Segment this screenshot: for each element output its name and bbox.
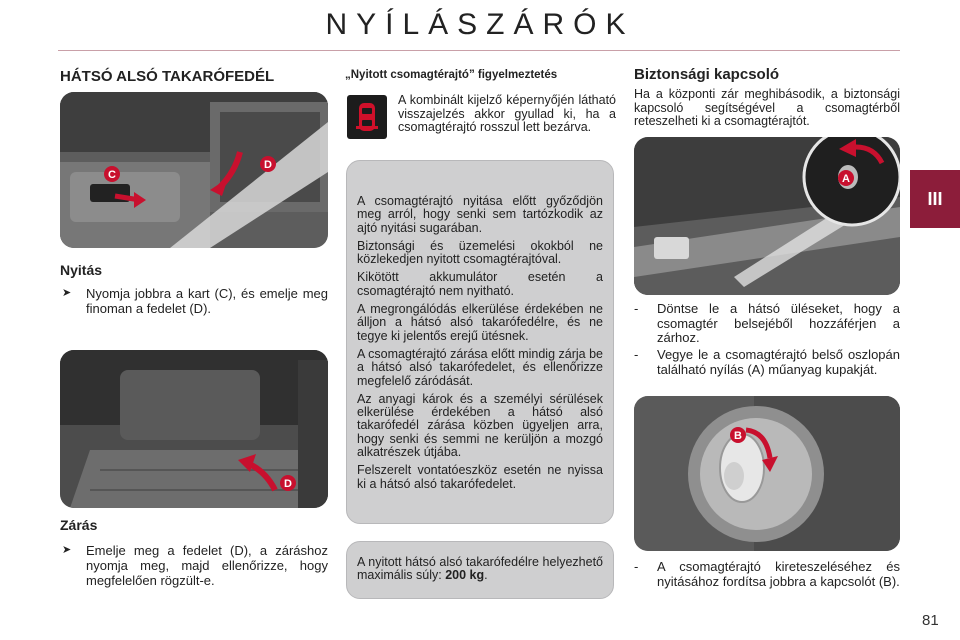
photo-opening xyxy=(60,92,328,248)
dash-mark: - xyxy=(634,347,639,362)
label-c: C xyxy=(108,169,116,181)
opening-instruction xyxy=(62,286,328,318)
alert-text: A kombinált kijelző képernyőjén látható visszajelzés akkor gyullad ki, ha a csomagtérajtó rosszul lett bezárva. xyxy=(398,93,616,134)
load-info-label: A nyitott hátsó alsó takarófedélre helyezhető maximális súly: xyxy=(357,555,603,583)
safety-switch-intro: Ha a központi zár meghibásodik, a biztonsági kapcsoló segítségével a csomagtérből reteszelheti ki a csomagtérajtót. xyxy=(634,87,900,128)
section-heading-safety-switch: Biztonsági kapcsoló xyxy=(634,66,780,83)
photo-switch xyxy=(634,396,900,551)
load-info-text xyxy=(357,556,603,583)
opening-text: Nyomja jobbra a kart (C), és emelje meg finoman a fedelet (D). xyxy=(86,286,328,316)
warning-paragraph: Biztonsági és üzemelési okokból ne közlekedjen nyitott csomagtérajtóval. xyxy=(357,238,603,267)
opening-heading: Nyitás xyxy=(60,262,103,278)
page-title: NYÍLÁSZÁRÓK xyxy=(325,8,635,41)
alert-heading: „Nyitott csomagtérajtó” figyelmeztetés xyxy=(345,69,558,81)
open-boot-warning-icon xyxy=(347,95,387,139)
dash-mark: - xyxy=(634,559,639,574)
step-remove-cap-text: Vegye le a csomagtérajtó belső oszlopán található nyílás (A) műanyag kupakját. xyxy=(657,347,900,377)
label-d: D xyxy=(264,159,272,171)
title-rule xyxy=(58,50,900,51)
step-remove-cap xyxy=(634,348,900,392)
photo-latch-cap xyxy=(634,137,900,295)
warning-box xyxy=(346,160,614,524)
bullet-arrow-icon: ➤ xyxy=(62,287,72,299)
closing-instruction xyxy=(62,543,328,591)
closing-text: Emelje meg a fedelet (D), a záráshoz nyomja meg, majd ellenőrizze, hogy megfelelően rögzült-e. xyxy=(86,543,328,588)
bullet-arrow-icon: ➤ xyxy=(62,544,72,556)
chapter-tab: III xyxy=(910,170,960,228)
warning-paragraph: Felszerelt vontatóeszköz esetén ne nyissa ki a hátsó alsó takarófedelet. xyxy=(357,463,603,491)
warning-paragraph: A csomagtérajtó nyitása előtt győződjön meg arról, hogy senki sem tartózkodik az ajtó nyitási sugarában. xyxy=(357,194,603,235)
label-d-closing: D xyxy=(284,478,292,490)
load-info-end: . xyxy=(484,568,488,583)
dash-mark: - xyxy=(634,301,639,316)
closing-heading: Zárás xyxy=(60,517,98,533)
warning-paragraph: Az anyagi károk és a személyi sérülések elkerülése érdekében a hátsó alsó takarófedél zárása közben ügyeljen arra, hogy senki és semmi ne kerüljön a mozgó alkatrészek útjába. xyxy=(357,391,603,460)
warning-paragraph: A csomagtérajtó zárása előtt mindig zárja be a hátsó alsó takarófedelet, és ellenőrizze megfelelő záródását. xyxy=(357,346,603,388)
page-number: 81 xyxy=(922,612,939,629)
load-value: 200 kg xyxy=(445,568,485,583)
label-b: B xyxy=(734,430,742,442)
step-turn-switch-text: A csomagtérajtó kireteszeléséhez és nyitásához fordítsa jobbra a kapcsolót (B). xyxy=(657,559,900,589)
photo-closing xyxy=(60,350,328,508)
step-turn-switch xyxy=(634,560,900,606)
step-fold-seats xyxy=(634,302,900,346)
warning-paragraph: Kikötött akkumulátor esetén a csomagtérajtó nem nyitható. xyxy=(357,270,603,298)
label-a: A xyxy=(842,173,850,185)
section-heading-rear-cover: HÁTSÓ ALSÓ TAKARÓFEDÉL xyxy=(60,68,275,85)
load-info-box xyxy=(346,541,614,599)
warning-paragraph: A megrongálódás elkerülése érdekében ne álljon a hátsó alsó takarófedélre, és ne tegye ki jelentős erejű ütésnek. xyxy=(357,302,603,343)
step-fold-seats-text: Döntse le a hátsó üléseket, hogy a csomagtér belsejéből hozzáférjen a zárhoz. xyxy=(657,301,900,345)
